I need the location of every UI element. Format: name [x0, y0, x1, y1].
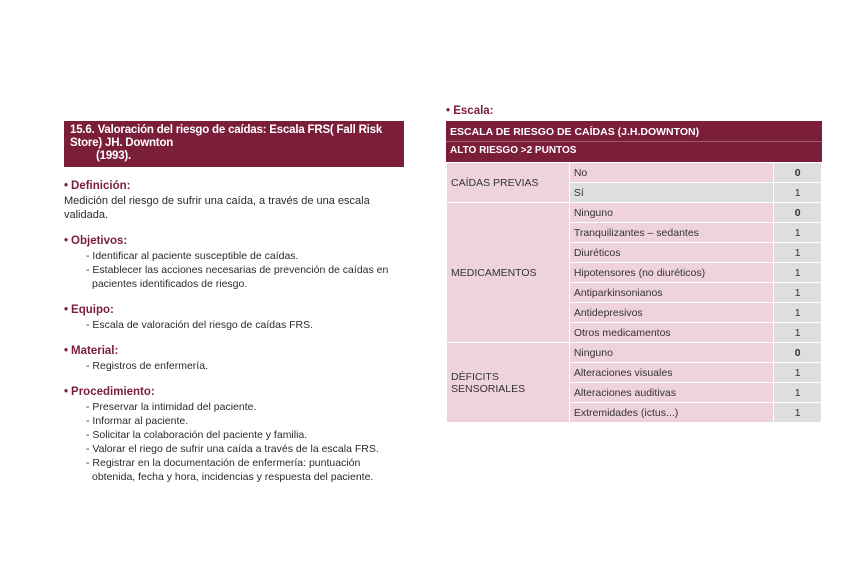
procedure-column	[64, 121, 404, 484]
list-item: - Registrar en la documentación de enfermería: puntuación obtenida, fecha y hora, incidencias y respuesta del paciente.	[86, 457, 374, 483]
section-title	[64, 121, 404, 167]
option-cell: Ninguno	[569, 203, 774, 223]
definicion-label: Definición:	[71, 180, 131, 192]
points-cell: 1	[774, 263, 822, 283]
points-cell: 0	[774, 203, 822, 223]
option-cell: Alteraciones visuales	[569, 363, 774, 383]
bullet-icon: •	[446, 105, 451, 117]
bullet-icon: •	[64, 235, 69, 247]
list-item: - Solicitar la colaboración del paciente y familia.	[86, 429, 308, 441]
procedimiento-list	[64, 400, 404, 484]
list-item: - Establecer las acciones necesarias de prevención de caídas en pacientes identificados de riesgo.	[86, 264, 389, 290]
section-title-line1: 15.6. Valoración del riesgo de caídas: Escala FRS( Fall Risk Store) JH. Downton	[70, 124, 383, 149]
category-cell: DÉFICITS SENSORIALES	[447, 343, 570, 423]
escala-label: Escala:	[453, 105, 494, 117]
points-cell: 0	[774, 343, 822, 363]
category-cell: CAÍDAS PREVIAS	[447, 163, 570, 203]
equipo-label: Equipo:	[71, 304, 114, 316]
equipo-heading	[64, 303, 404, 317]
table-title: ESCALA DE RIESGO DE CAÍDAS (J.H.DOWNTON)	[446, 121, 822, 141]
material-heading	[64, 344, 404, 358]
list-item: - Preservar la intimidad del paciente.	[86, 401, 257, 413]
points-cell: 0	[774, 163, 822, 183]
objetivos-list	[64, 249, 404, 291]
option-cell: Diuréticos	[569, 243, 774, 263]
material-list	[64, 359, 404, 373]
escala-heading	[446, 104, 822, 118]
list-item: - Identificar al paciente susceptible de caídas.	[86, 250, 299, 262]
table-subtitle: ALTO RIESGO >2 PUNTOS	[446, 141, 822, 162]
option-cell: Sí	[569, 183, 774, 203]
scale-column	[446, 104, 822, 423]
category-cell: MEDICAMENTOS	[447, 203, 570, 343]
procedimiento-label: Procedimiento:	[71, 386, 155, 398]
points-cell: 1	[774, 303, 822, 323]
option-cell: No	[569, 163, 774, 183]
table-row	[447, 343, 822, 363]
list-item: - Escala de valoración del riesgo de caídas FRS.	[86, 319, 314, 331]
points-cell: 1	[774, 323, 822, 343]
points-cell: 1	[774, 283, 822, 303]
points-cell: 1	[774, 243, 822, 263]
points-cell: 1	[774, 183, 822, 203]
option-cell: Antidepresivos	[569, 303, 774, 323]
option-cell: Alteraciones auditivas	[569, 383, 774, 403]
material-label: Material:	[71, 345, 119, 357]
risk-table	[446, 162, 822, 423]
bullet-icon: •	[64, 180, 69, 192]
list-item: - Registros de enfermería.	[86, 360, 208, 372]
definicion-heading	[64, 179, 404, 193]
procedimiento-heading	[64, 385, 404, 399]
definicion-text: Medición del riesgo de sufrir una caída, a través de una escala validada.	[64, 195, 370, 221]
table-row	[447, 203, 822, 223]
points-cell: 1	[774, 223, 822, 243]
option-cell: Antiparkinsonianos	[569, 283, 774, 303]
table-row	[447, 163, 822, 183]
points-cell: 1	[774, 383, 822, 403]
bullet-icon: •	[64, 386, 69, 398]
equipo-list	[64, 318, 404, 332]
objetivos-heading	[64, 234, 404, 248]
option-cell: Extremidades (ictus...)	[569, 403, 774, 423]
list-item: - Informar al paciente.	[86, 415, 189, 427]
bullet-icon: •	[64, 345, 69, 357]
points-cell: 1	[774, 363, 822, 383]
option-cell: Ninguno	[569, 343, 774, 363]
section-title-line2: (1993).	[96, 150, 132, 162]
option-cell: Tranquilizantes – sedantes	[569, 223, 774, 243]
points-cell: 1	[774, 403, 822, 423]
list-item: - Valorar el riego de sufrir una caída a través de la escala FRS.	[86, 443, 379, 455]
objetivos-label: Objetivos:	[71, 235, 128, 247]
bullet-icon: •	[64, 304, 69, 316]
option-cell: Otros medicamentos	[569, 323, 774, 343]
option-cell: Hipotensores (no diuréticos)	[569, 263, 774, 283]
